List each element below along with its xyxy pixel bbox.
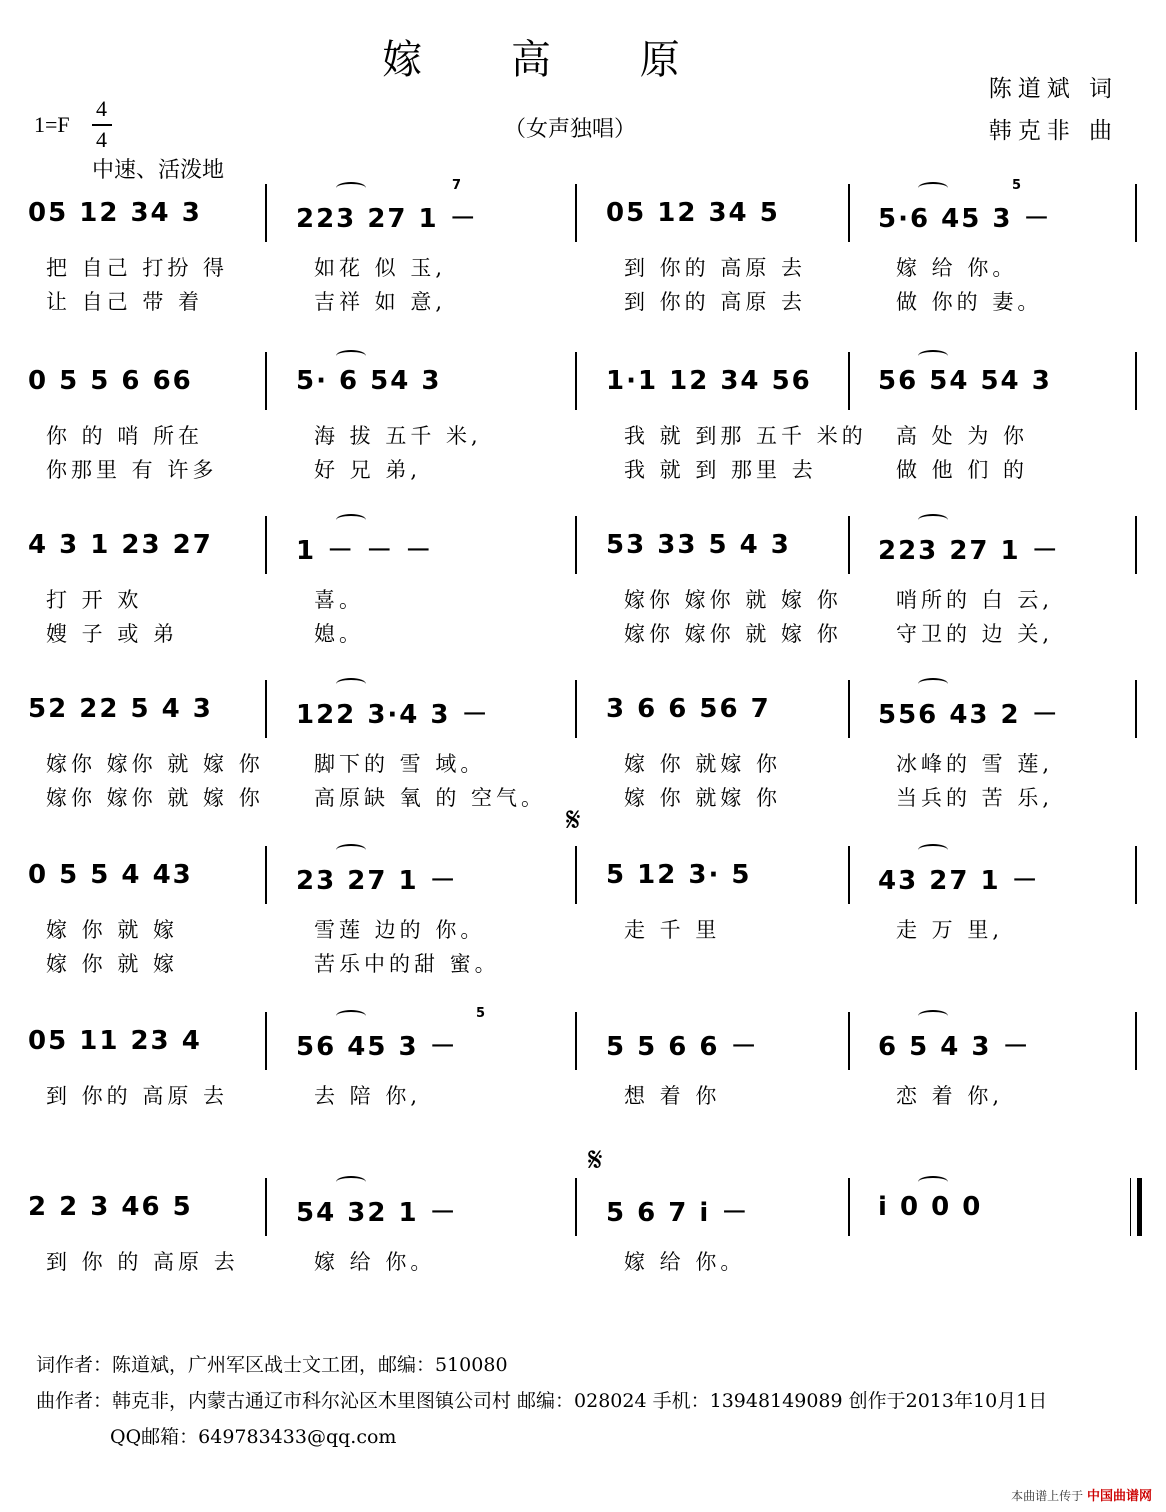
measure-notes: 52 22 5 4 3 xyxy=(28,694,213,724)
lyric-verse2: 高原缺 氧 的 空气。 xyxy=(314,786,547,810)
lyric-verse1: 嫁 你 就嫁 你 xyxy=(624,752,782,776)
lyric-verse2: 媳。 xyxy=(314,622,364,646)
measure-notes: 05 12 34 5 xyxy=(606,198,780,228)
system-6 xyxy=(0,1008,1166,1178)
bar-line xyxy=(265,1178,267,1236)
bar-line xyxy=(575,846,577,904)
bar-line xyxy=(1135,846,1137,904)
lyric-verse1: 如花 似 玉, xyxy=(314,256,447,280)
lyric-verse2: 到 你的 高原 去 xyxy=(624,290,807,314)
measure-notes: 4 3 1 23 27 xyxy=(28,530,213,560)
time-signature-line xyxy=(92,124,112,126)
bar-line xyxy=(265,516,267,574)
lyric-verse1: 冰峰的 雪 莲, xyxy=(896,752,1054,776)
lyric-verse1: 嫁 给 你。 xyxy=(624,1250,746,1274)
key-signature: 1=F xyxy=(34,112,70,137)
lyric-verse2: 吉祥 如 意, xyxy=(314,290,447,314)
measure-notes: 2 2 3 46 5 xyxy=(28,1192,193,1222)
bar-line xyxy=(265,846,267,904)
song-title: 嫁 高 原 xyxy=(382,37,718,83)
measure-notes: 23 27 1 － xyxy=(296,866,458,896)
measure-notes: 0 5 5 6 66 xyxy=(28,366,193,396)
bar-line xyxy=(265,184,267,242)
slur-arc xyxy=(918,678,948,690)
lyric-verse1: 走 万 里, xyxy=(896,918,1004,942)
lyric-verse2: 嫁 你 就 嫁 xyxy=(46,952,179,976)
lyric-verse2: 嫁你 嫁你 就 嫁 你 xyxy=(624,622,842,646)
lyric-verse2: 我 就 到 那里 去 xyxy=(624,458,817,482)
measure-notes: 53 33 5 4 3 xyxy=(606,530,791,560)
bar-line xyxy=(848,184,850,242)
bar-line xyxy=(848,516,850,574)
lyric-verse1: 到 你 的 高原 去 xyxy=(46,1250,239,1274)
bar-line xyxy=(1135,680,1137,738)
upload-watermark xyxy=(1011,1485,1152,1504)
lyric-verse1: 嫁 给 你。 xyxy=(314,1250,436,1274)
lyric-verse1: 恋 着 你, xyxy=(896,1084,1004,1108)
bar-line xyxy=(575,1178,577,1236)
measure-notes: 223 27 1 － xyxy=(296,204,478,234)
measure-notes: 122 3·4 3 － xyxy=(296,700,490,730)
measure-notes: 5· 6 54 3 xyxy=(296,366,442,396)
measure-notes: 0 5 5 4 43 xyxy=(28,860,193,890)
bar-line xyxy=(265,680,267,738)
measure-notes: 556 43 2 － xyxy=(878,700,1060,730)
measure-notes: 56 54 54 3 xyxy=(878,366,1052,396)
lyric-verse1: 去 陪 你, xyxy=(314,1084,422,1108)
lyric-verse1: 你 的 哨 所在 xyxy=(46,424,204,448)
lyric-verse1: 嫁 你 就 嫁 xyxy=(46,918,179,942)
footer-composer-info: 曲作者：韩克非，内蒙古通辽市科尔沁区木里图镇公司村 邮编：028024 手机：13948149089 创作于2013年10月1日 xyxy=(36,1390,1048,1412)
segno-icon: 𝄋 xyxy=(566,800,581,840)
measure-notes: 5 6 7 i － xyxy=(606,1198,750,1228)
measure-notes: 54 32 1 － xyxy=(296,1198,458,1228)
lyric-verse1: 嫁你 嫁你 就 嫁 你 xyxy=(46,752,264,776)
system-5 xyxy=(0,842,1166,1012)
lyric-verse2: 做 你的 妻。 xyxy=(896,290,1043,314)
slur-arc xyxy=(336,182,366,194)
composer-credit: 韩克非 曲 xyxy=(988,118,1118,144)
lyric-verse1: 嫁你 嫁你 就 嫁 你 xyxy=(624,588,842,612)
slur-arc xyxy=(336,1176,366,1188)
system-4 xyxy=(0,676,1166,846)
tempo-marking: 中速、活泼地 xyxy=(92,158,225,183)
bar-line xyxy=(1135,1012,1137,1070)
measure-notes: 5 5 6 6 － xyxy=(606,1032,759,1062)
bar-line xyxy=(848,352,850,410)
slur-arc xyxy=(336,1010,366,1022)
bar-line xyxy=(575,1012,577,1070)
measure-notes: 1·1 12 34 56 xyxy=(606,366,812,396)
footer-lyricist-info: 词作者：陈道斌，广州军区战士文工团，邮编：510080 xyxy=(36,1354,508,1376)
bar-line xyxy=(575,680,577,738)
bar-line xyxy=(848,846,850,904)
lyric-verse1: 喜。 xyxy=(314,588,364,612)
lyric-verse1: 想 着 你 xyxy=(624,1084,721,1108)
system-2 xyxy=(0,348,1166,518)
lyric-verse1: 我 就 到那 五千 米的 xyxy=(624,424,867,448)
lyric-verse1: 脚下的 雪 域。 xyxy=(314,752,486,776)
lyric-verse2: 让 自己 带 着 xyxy=(46,290,204,314)
lyric-verse1: 海 拔 五千 米, xyxy=(314,424,482,448)
final-bar-thick xyxy=(1137,1178,1142,1236)
measure-notes: 56 45 3 － xyxy=(296,1032,458,1062)
time-signature-top: 4 xyxy=(96,96,107,121)
lyric-verse2: 嫂 子 或 弟 xyxy=(46,622,179,646)
lyric-verse1: 到 你的 高原 去 xyxy=(624,256,807,280)
bar-line xyxy=(848,680,850,738)
system-1 xyxy=(0,180,1166,350)
measure-notes: 223 27 1 － xyxy=(878,536,1060,566)
bar-line xyxy=(1135,516,1137,574)
system-7 xyxy=(0,1174,1166,1344)
grace-note: 5 xyxy=(1012,178,1022,193)
bar-line xyxy=(848,1012,850,1070)
lyric-verse2: 嫁 你 就嫁 你 xyxy=(624,786,782,810)
slur-arc xyxy=(336,350,366,362)
slur-arc xyxy=(918,1010,948,1022)
slur-arc xyxy=(918,350,948,362)
lyric-verse1: 到 你的 高原 去 xyxy=(46,1084,229,1108)
lyric-verse2: 嫁你 嫁你 就 嫁 你 xyxy=(46,786,264,810)
lyric-verse1: 走 千 里 xyxy=(624,918,721,942)
bar-line xyxy=(1135,184,1137,242)
lyric-verse2: 你那里 有 许多 xyxy=(46,458,218,482)
footer-email: QQ邮箱：649783433@qq.com xyxy=(110,1426,397,1448)
final-bar-thin xyxy=(1130,1178,1131,1236)
lyric-verse1: 哨所的 白 云, xyxy=(896,588,1054,612)
lyricist-credit: 陈道斌 词 xyxy=(988,76,1118,102)
bar-line xyxy=(1135,352,1137,410)
upload-text: 本曲谱上传于 xyxy=(1011,1489,1084,1503)
time-signature-bottom: 4 xyxy=(96,127,107,152)
measure-notes: 5·6 45 3 － xyxy=(878,204,1052,234)
upload-site: 中国曲谱网 xyxy=(1086,1489,1152,1504)
slur-arc xyxy=(918,1176,948,1188)
lyric-verse1: 打 开 欢 xyxy=(46,588,143,612)
slur-arc xyxy=(336,678,366,690)
lyric-verse2: 做 他 们 的 xyxy=(896,458,1029,482)
grace-note: 5 xyxy=(476,1006,486,1021)
bar-line xyxy=(575,184,577,242)
measure-notes: 05 11 23 4 xyxy=(28,1026,202,1056)
lyric-verse1: 把 自己 打扮 得 xyxy=(46,256,229,280)
lyric-verse2: 守卫的 边 关, xyxy=(896,622,1054,646)
measure-notes: i 0 0 0 xyxy=(878,1192,983,1222)
lyric-verse2: 当兵的 苦 乐, xyxy=(896,786,1054,810)
slur-arc xyxy=(918,844,948,856)
measure-notes: 05 12 34 3 xyxy=(28,198,202,228)
slur-arc xyxy=(918,182,948,194)
lyric-verse2: 苦乐中的甜 蜜。 xyxy=(314,952,500,976)
grace-note: 7 xyxy=(452,178,462,193)
measure-notes: 3 6 6 56 7 xyxy=(606,694,771,724)
measure-notes: 6 5 4 3 － xyxy=(878,1032,1031,1062)
bar-line xyxy=(265,1012,267,1070)
song-subtitle: （女声独唱） xyxy=(503,117,636,142)
lyric-verse1: 高 处 为 你 xyxy=(896,424,1029,448)
slur-arc xyxy=(918,514,948,526)
lyric-verse2: 好 兄 弟, xyxy=(314,458,422,482)
lyric-verse1: 嫁 给 你。 xyxy=(896,256,1018,280)
measure-notes: 1 － － － xyxy=(296,536,434,566)
bar-line xyxy=(575,352,577,410)
measure-notes: 43 27 1 － xyxy=(878,866,1040,896)
bar-line xyxy=(575,516,577,574)
slur-arc xyxy=(336,514,366,526)
system-3 xyxy=(0,512,1166,682)
bar-line xyxy=(848,1178,850,1236)
bar-line xyxy=(265,352,267,410)
slur-arc xyxy=(336,844,366,856)
lyric-verse1: 雪莲 边的 你。 xyxy=(314,918,486,942)
segno-icon: 𝄋 xyxy=(588,1140,603,1180)
measure-notes: 5 12 3· 5 xyxy=(606,860,752,890)
